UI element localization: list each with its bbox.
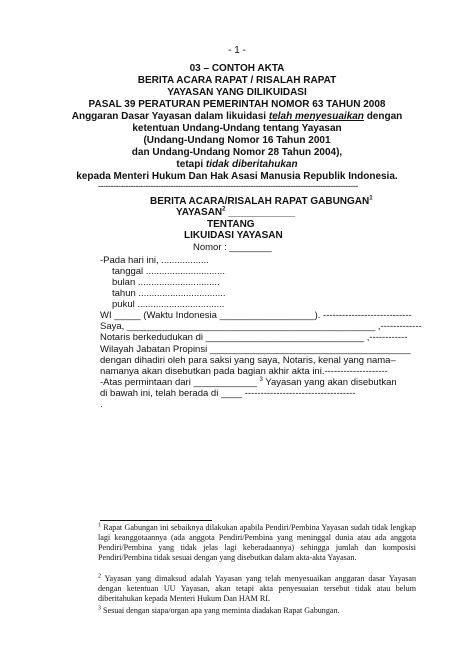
footnote-ref-2: 2 (222, 206, 226, 213)
doc-yayasan-label: YAYASAN (176, 207, 223, 218)
header-line-9b: tidak diberitahukan (205, 159, 298, 170)
header-line-9a: tetapi (176, 159, 206, 170)
body-line-namanya: namanya akan disebutkan pada bagian akhir akta ini.-------------------- (100, 366, 388, 377)
doc-subject: LIKUIDASI YAYASAN (184, 230, 283, 241)
footnote-1-text: Rapat Gabungan ini sebaiknya dilakukan apabila Pendiri/Pembina Yayasan sudah tidak lengkap lagi keanggotaannya (ada anggota Pendiri/Pembina yang meninggal dunia atau ada anggota Pendiri/Pembina yang tidak jelas lagi keberadaannya) sehingga jumlah dan komposisi Pendiri/Pembina tidak sesuai dengan yang disebutkan dalam akta-akta Yayasan. (98, 523, 416, 562)
header-line-5 (0, 111, 474, 123)
body-line-wilayah: Wilayah Jabatan Propinsi ______________________________________ (100, 344, 411, 355)
body-line-notaris: Notaris berkedudukan di ______________________________ ,------------ (100, 332, 408, 343)
footnote-3-text: Sesuai dengan siapa/organ apa yang meminta diadakan Rapat Gabungan. (103, 606, 340, 615)
header-line-4: PASAL 39 PERATURAN PEMERINTAH NOMOR 63 TAHUN 2008 (88, 99, 386, 110)
footnote-ref-3: 3 (259, 376, 263, 383)
doc-yayasan-line (176, 207, 295, 218)
header-line-9 (0, 159, 474, 171)
body-line-tanggal: tanggal .............................. (112, 266, 225, 277)
body-line-pukul: pukul ................................. (112, 299, 225, 310)
header-line-5a: Anggaran Dasar Yayasan dalam likuidasi (71, 111, 269, 122)
body-line-saya: Saya, _______________________________________________ ,------------- (100, 321, 422, 332)
header-line-8: dan Undang-Undang Nomor 28 Tahun 2004), (131, 147, 343, 158)
body-line-berada: di bawah ini, telah berada di ____ ----------------------------------- (100, 388, 356, 399)
footnote-divider (100, 520, 212, 521)
footnote-2 (98, 574, 416, 604)
body-line-tahun: tahun ................................. (112, 288, 226, 299)
body-line-dihadiri: dengan dihadiri oleh para saksi yang saya, Notaris, kenal yang nama– (100, 355, 396, 366)
body-line-atas-a: -Atas permintaan dari ____________ (100, 377, 260, 388)
header-line-5b: telah menyesuaikan (268, 111, 364, 122)
body-line-atas-permintaan (100, 377, 397, 389)
header-line-10: kepada Menteri Hukum Dan Hak Asasi Manusia Republik Indonesia. (76, 171, 398, 182)
doc-number: Nomor : ________ (193, 242, 272, 253)
page-number: - 1 - (228, 45, 246, 56)
doc-title-text: BERITA ACARA/RISALAH RAPAT GABUNGAN (150, 196, 370, 207)
footnote-3-number: 3 (98, 605, 101, 612)
body-line-wi: WI _____ (Waktu Indonesia __________________). ---------------------------- (100, 310, 412, 321)
footnote-3 (98, 606, 416, 616)
header-line-1: 03 – CONTOH AKTA (189, 63, 285, 74)
doc-title (150, 196, 373, 207)
footnote-1-number: 1 (98, 522, 101, 529)
doc-yayasan-blank: ____________ (228, 207, 296, 218)
body-line-bulan: bulan ............................... (112, 277, 220, 288)
body-line-hari: -Pada hari ini, .................. (100, 255, 209, 266)
separator-line: -------------------------------------------------------------------------------------------------------- (98, 181, 358, 191)
header-line-7: (Undang-Undang Nomor 16 Tahun 2001 (143, 135, 331, 146)
header-line-2: BERITA ACARA RAPAT / RISALAH RAPAT (137, 75, 337, 86)
header-line-5c: dengan (363, 111, 403, 122)
footnote-2-number: 2 (98, 573, 101, 580)
doc-tentang: TENTANG (207, 219, 255, 230)
header-line-3: YAYASAN YANG DILIKUIDASI (167, 87, 307, 98)
header-line-6: ketentuan Undang-Undang tentang Yayasan (132, 123, 342, 134)
footnote-2-text: Yayasan yang dimaksud adalah Yayasan yang telah menyesuaikan anggaran dasar Yayasan dengan ketentuan UU Yayasan, akan tetapi akta penyesuaian tersebut tidak atau belum diberitahukan kepada Menteri Hukum Dan HAM RI. (98, 574, 416, 603)
footnote-1 (98, 523, 416, 563)
footnote-ref-1: 1 (369, 195, 373, 202)
body-line-dot: . (100, 399, 103, 410)
body-line-atas-b: Yayasan yang akan disebutkan (262, 377, 397, 388)
